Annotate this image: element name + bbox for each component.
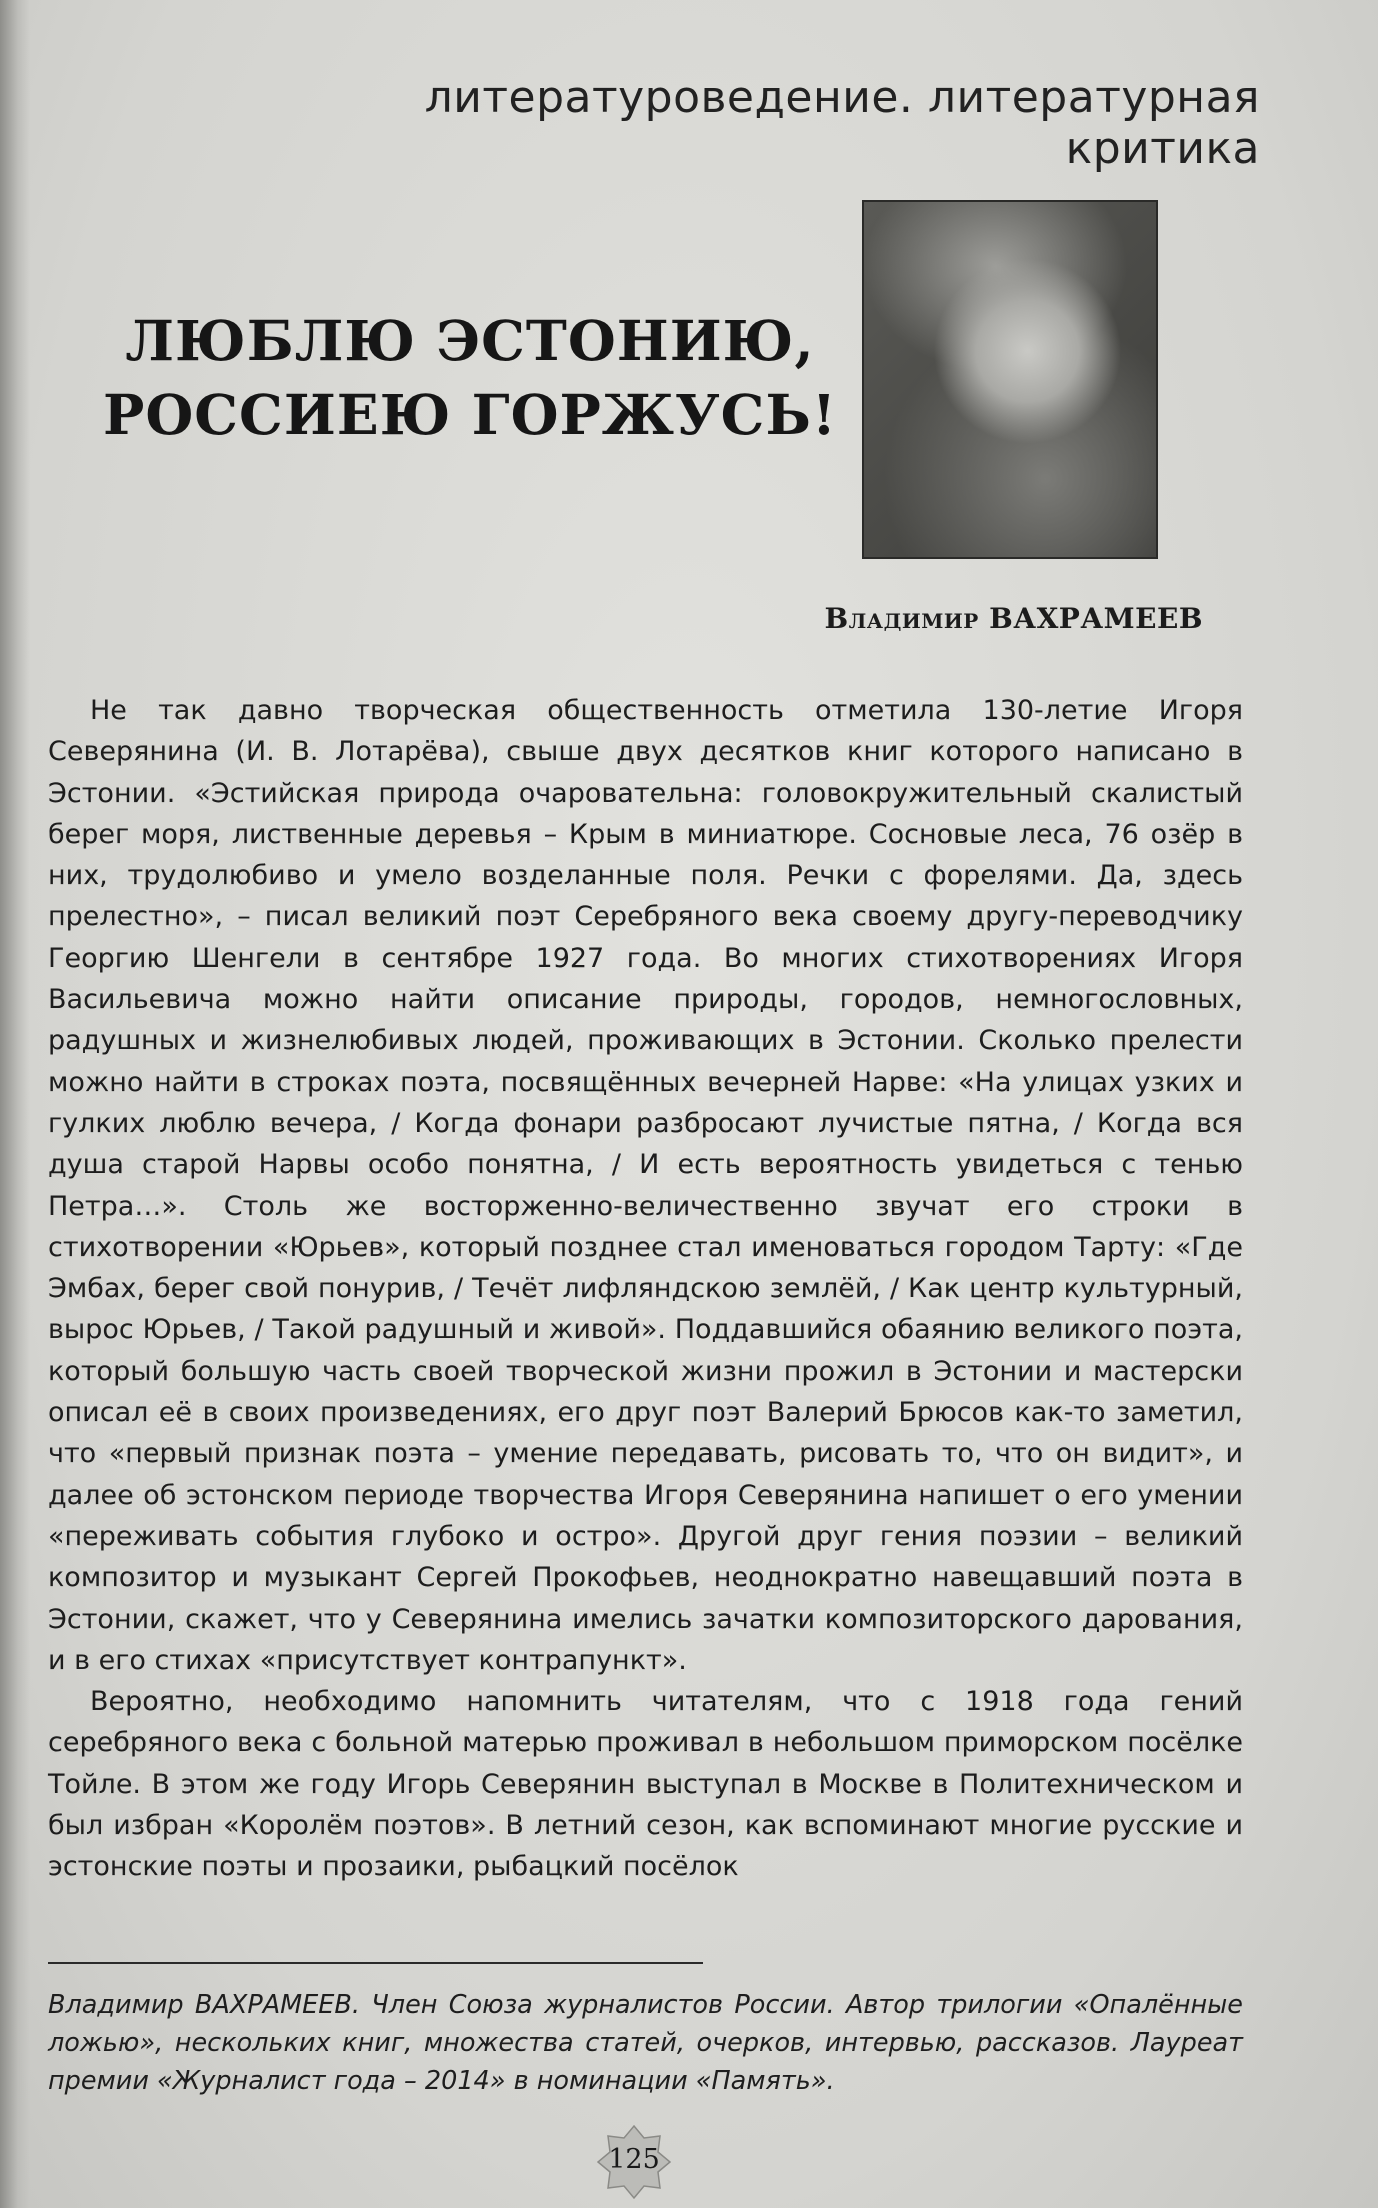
article-title-line-1: ЛЮБЛЮ ЭСТОНИЮ, — [125, 308, 815, 373]
author-name: Владимир ВАХРАМЕЕВ — [824, 602, 1203, 635]
article-title — [100, 304, 840, 452]
paragraph: Вероятно, необходимо напомнить читателям, что с 1918 года гений серебряного века с больной матерью проживал в небольшом приморском посёлке Тойле. В этом же году Игорь Северянин выступал в Москве в Политехническом и был избран «Королём поэтов». В летний сезон, как вспоминают многие русские и эстонские поэты и прозаики, рыбацкий посёлок — [48, 1686, 1243, 1883]
paragraph: Не так давно творческая общественность отметила 130-летие Игоря Северянина (И. В. Лотарёва), свыше двух десятков книг которого написано в Эстонии. «Эстийская природа очаровательна: головокружительный скалистый берег моря, лиственные деревья – Крым в миниатюре. Сосновые леса, 76 озёр в них, трудолюбиво и умело возделанные поля. Речки с форелями. Да, здесь прелестно», – писал великий поэт Серебряного века своему другу-переводчику Георгию Шенгели в сентябре 1927 года. Во многих стихотворениях Игоря Васильевича можно найти описание природы, городов, немногословных, радушных и жизнелюбивых людей, проживающих в Эстонии. Сколько прелести можно найти в строках поэта, посвящённых вечерней Нарве: «На улицах узких и гулких люблю вечера, / Когда фонари разбросают лучистые пятна, / Когда вся душа старой Нарвы особо понятна, / И есть вероятность увидеться с тенью Петра…». Столь же восторженно-величественно звучат его строки в стихотворении «Юрьев», который позднее стал именоваться городом Тарту: «Где Эмбах, берег свой понурив, / Течёт лифляндскою землёй, / Как центр культурный, вырос Юрьев, / Такой радушный и живой». Поддавшийся обаянию великого поэта, который большую часть своей творческой жизни прожил в Эстонии и мастерски описал её в своих произведениях, его друг поэт Валерий Брюсов как-то заметил, что «первый признак поэта – умение передавать, рисовать то, что он видит», и далее об эстонском периоде творчества Игоря Северянина напишет о его умении «переживать события глубоко и остро». Другой друг гения поэзии – великий композитор и музыкант Сергей Прокофьев, неоднократно навещавший поэта в Эстонии, скажет, что у Северянина имелись зачатки композиторского дарования, и в его стихах «присутствует контрапункт». — [48, 695, 1243, 1676]
page-number: 125 — [608, 2144, 660, 2175]
footnote-divider — [48, 1962, 703, 1964]
article-title-line-2: РОССИЕЮ ГОРЖУСЬ! — [103, 382, 837, 447]
section-header: литературоведение. литературная критика — [424, 72, 1260, 174]
page-edge-shadow — [0, 0, 30, 2208]
author-footnote: Владимир ВАХРАМЕЕВ. Член Союза журналистов России. Автор трилогии «Опалённые ложью», нескольких книг, множества статей, очерков, интервью, рассказов. Лауреат премии «Журналист года – 2014» в номинации «Память». — [48, 1990, 1243, 2096]
page-number-badge — [596, 2124, 672, 2200]
article-body — [48, 690, 1243, 1888]
author-photo — [862, 200, 1158, 559]
